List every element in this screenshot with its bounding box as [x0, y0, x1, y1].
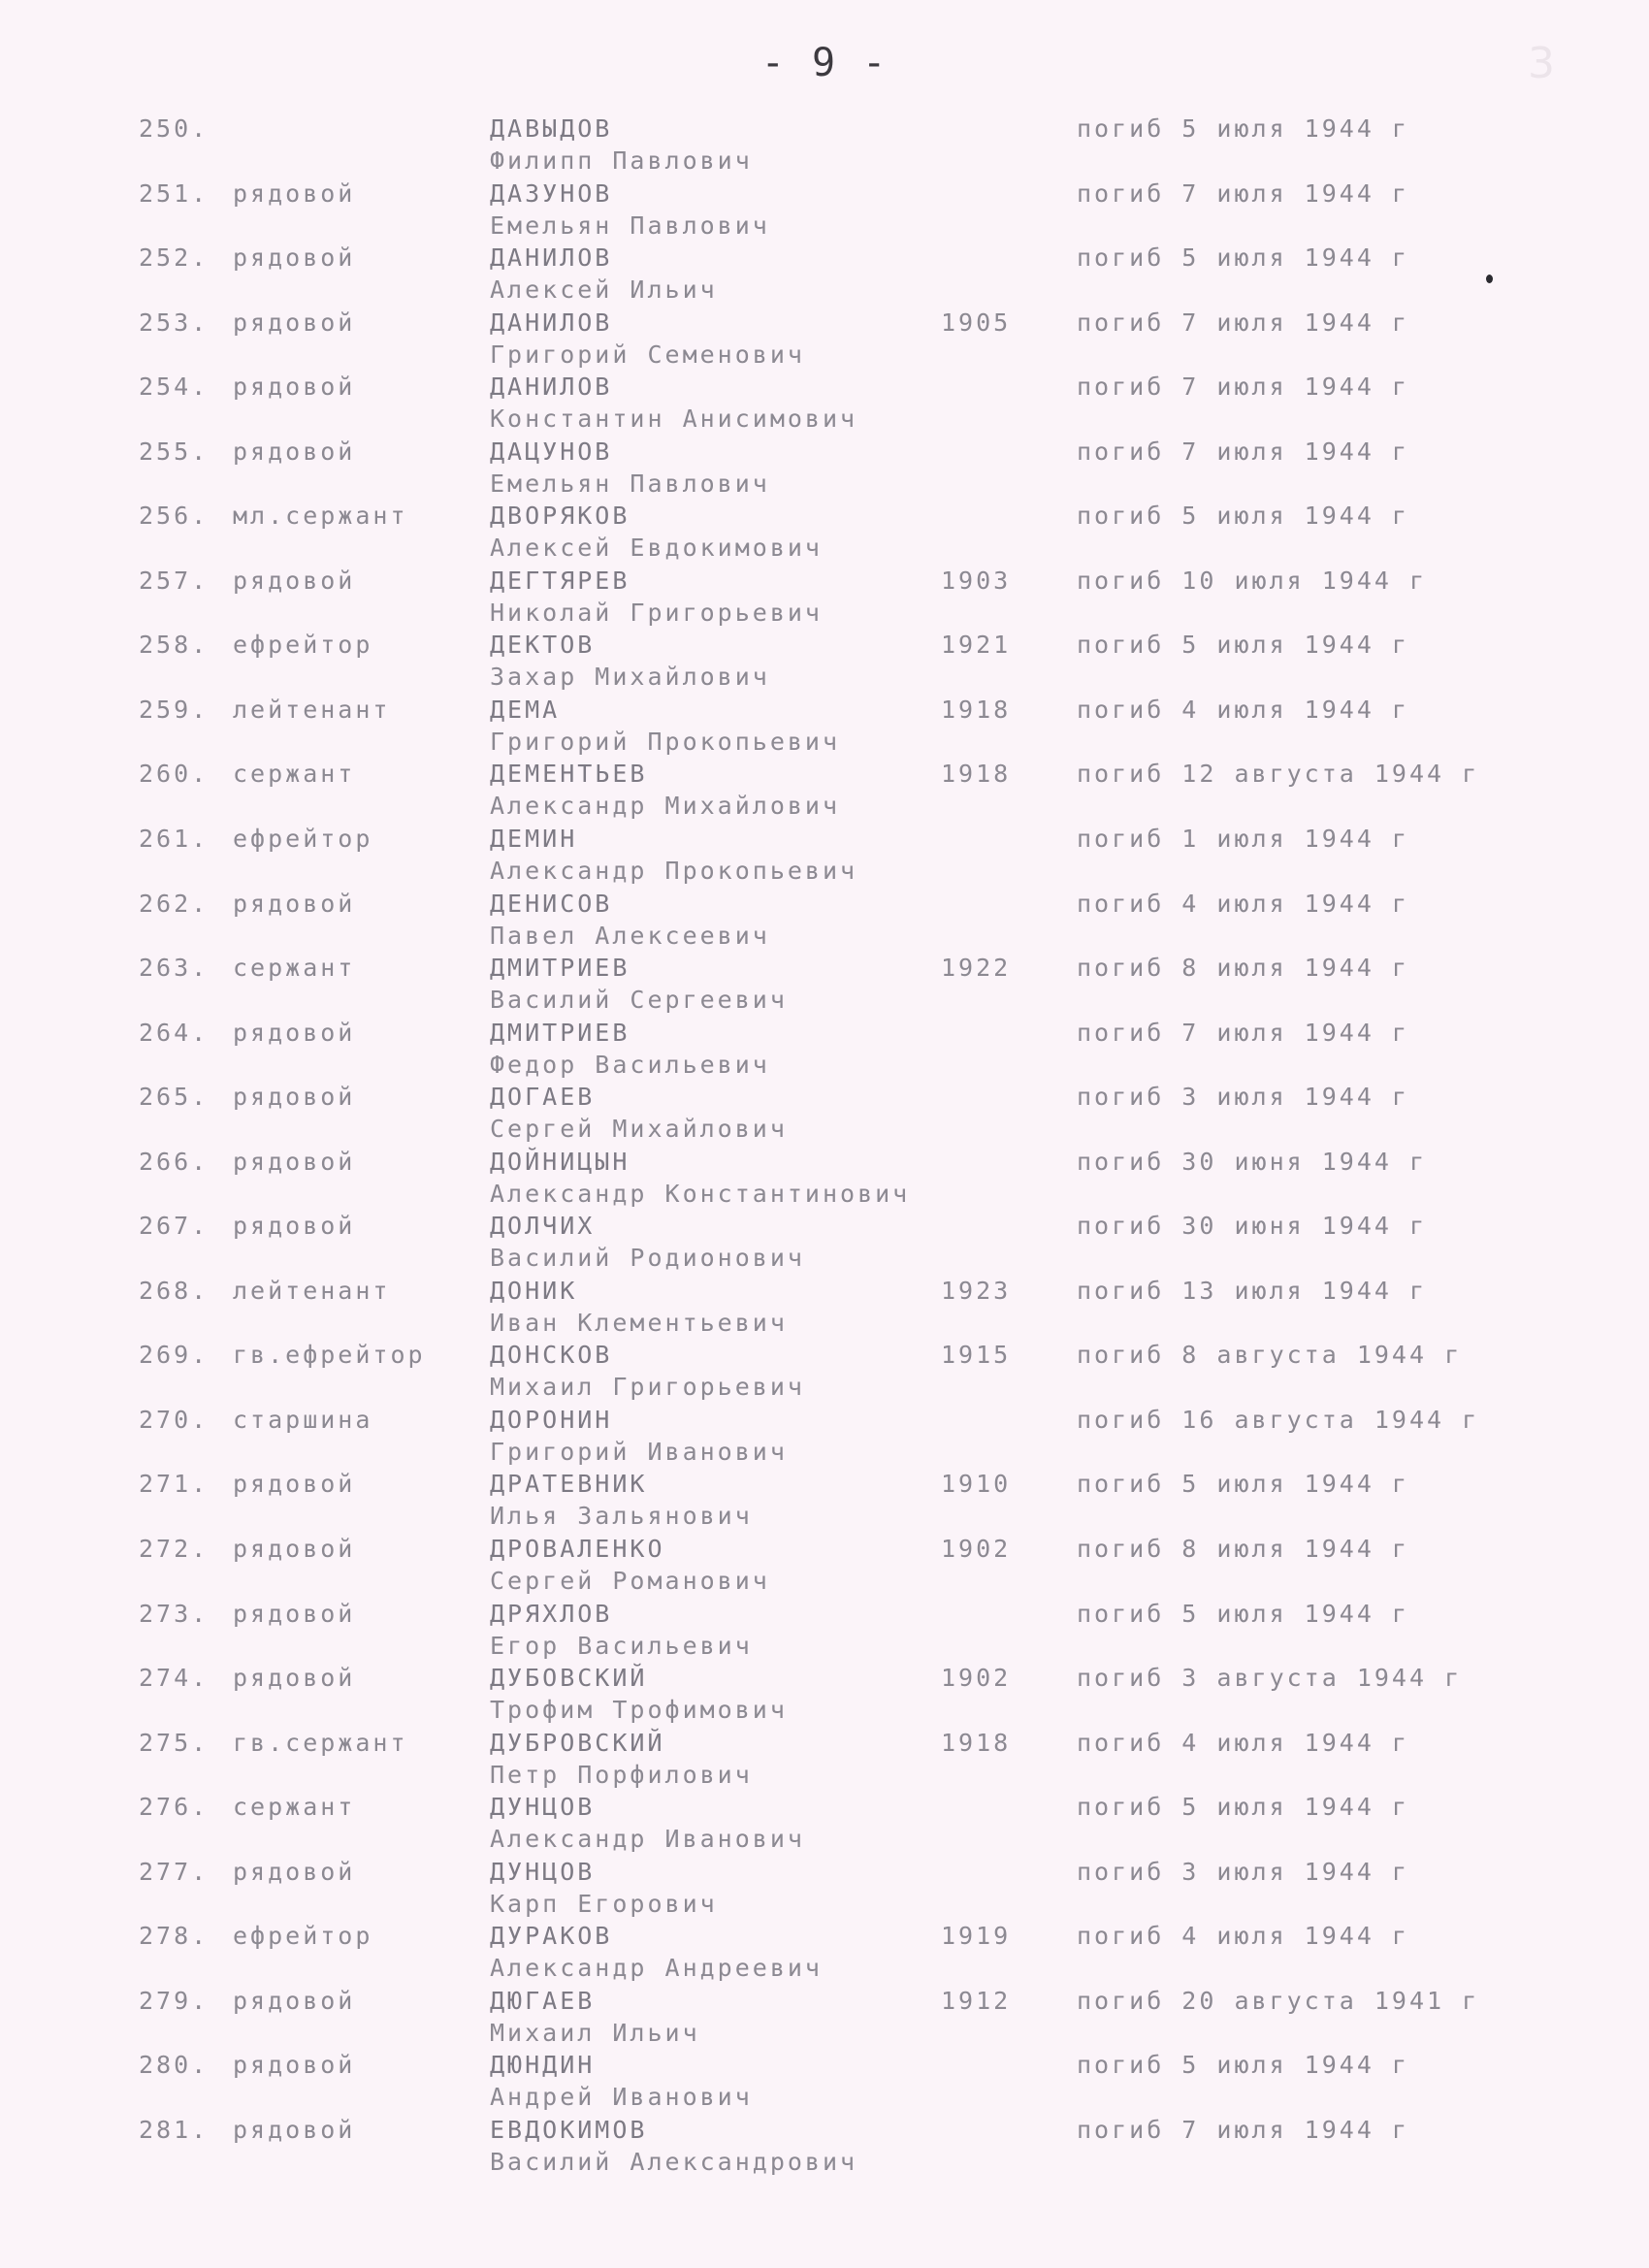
record-surname: ДУРАКОВ	[490, 1922, 613, 1951]
record-fate: погиб 7 июля 1944 г	[1077, 1018, 1409, 1047]
record-rank: рядовой	[233, 1083, 356, 1112]
record-fate: погиб 3 августа 1944 г	[1077, 1664, 1463, 1693]
record-fate: погиб 5 июля 1944 г	[1077, 2051, 1409, 2080]
record-row	[0, 825, 1649, 890]
record-row	[0, 437, 1649, 502]
record-row	[0, 1083, 1649, 1148]
record-number: 278.	[139, 1922, 210, 1951]
record-number: 270.	[139, 1405, 210, 1434]
record-row	[0, 1019, 1649, 1084]
record-birth-year: 1912	[941, 1986, 1012, 2015]
record-number: 258.	[139, 631, 210, 660]
record-birth-year: 1903	[941, 566, 1012, 595]
record-surname: ДАЗУНОВ	[490, 178, 613, 208]
record-given-names: Алексей Евдокимович	[490, 534, 823, 563]
record-given-names: Александр Константинович	[490, 1179, 911, 1208]
page-number: - 9 -	[760, 41, 889, 85]
record-number: 267.	[139, 1212, 210, 1241]
record-row	[0, 1535, 1649, 1600]
record-fate: погиб 16 августа 1944 г	[1077, 1405, 1480, 1434]
record-number: 271.	[139, 1470, 210, 1499]
record-number: 273.	[139, 1599, 210, 1628]
record-number: 265.	[139, 1083, 210, 1112]
record-row	[0, 631, 1649, 696]
record-given-names: Иван Клементьевич	[490, 1308, 788, 1337]
record-fate: погиб 5 июля 1944 г	[1077, 502, 1409, 531]
record-birth-year: 1919	[941, 1922, 1012, 1951]
record-number: 254.	[139, 373, 210, 402]
record-row	[0, 954, 1649, 1019]
record-number: 279.	[139, 1986, 210, 2015]
record-fate: погиб 5 июля 1944 г	[1077, 1470, 1409, 1499]
record-rank: гв.ефрейтор	[233, 1341, 426, 1370]
record-surname: ДРАТЕВНИК	[490, 1470, 648, 1499]
record-row	[0, 2116, 1649, 2181]
record-number: 266.	[139, 1147, 210, 1176]
record-birth-year: 1902	[941, 1535, 1012, 1564]
record-rank: ефрейтор	[233, 825, 373, 854]
record-row	[0, 179, 1649, 244]
record-rank: сержант	[233, 954, 356, 983]
record-number: 272.	[139, 1535, 210, 1564]
records-list	[0, 114, 1649, 2181]
record-fate: погиб 12 августа 1944 г	[1077, 760, 1480, 789]
record-fate: погиб 5 июля 1944 г	[1077, 1793, 1409, 1822]
record-rank: рядовой	[233, 889, 356, 918]
record-fate: погиб 8 июля 1944 г	[1077, 954, 1409, 983]
record-surname: ДЮГАЕВ	[490, 1986, 596, 2015]
record-row	[0, 1212, 1649, 1277]
record-rank: рядовой	[233, 437, 356, 466]
record-fate: погиб 7 июля 1944 г	[1077, 178, 1409, 208]
record-surname: ДАНИЛОВ	[490, 308, 613, 337]
record-number: 259.	[139, 695, 210, 724]
record-given-names: Трофим Трофимович	[490, 1696, 788, 1725]
record-number: 268.	[139, 1276, 210, 1305]
record-rank: рядовой	[233, 2051, 356, 2080]
record-surname: ДЕГТЯРЕВ	[490, 566, 630, 595]
record-surname: ДМИТРИЕВ	[490, 954, 630, 983]
record-given-names: Сергей Михайлович	[490, 1115, 788, 1144]
record-row	[0, 1922, 1649, 1987]
record-given-names: Александр Иванович	[490, 1825, 805, 1854]
record-given-names: Михаил Ильич	[490, 2018, 700, 2047]
record-row	[0, 1341, 1649, 1406]
record-birth-year: 1905	[941, 308, 1012, 337]
record-given-names: Михаил Григорьевич	[490, 1373, 805, 1402]
record-row	[0, 502, 1649, 567]
record-given-names: Егор Васильевич	[490, 1631, 753, 1660]
record-rank: старшина	[233, 1405, 373, 1434]
record-given-names: Александр Михайлович	[490, 792, 841, 821]
record-birth-year: 1922	[941, 954, 1012, 983]
record-row	[0, 890, 1649, 955]
record-birth-year: 1918	[941, 760, 1012, 789]
record-row	[0, 1793, 1649, 1858]
record-number: 260.	[139, 760, 210, 789]
record-fate: погиб 5 июля 1944 г	[1077, 243, 1409, 273]
record-row	[0, 760, 1649, 825]
record-row	[0, 567, 1649, 632]
record-surname: ДАЦУНОВ	[490, 437, 613, 466]
record-rank: мл.сержант	[233, 502, 408, 531]
record-given-names: Федор Васильевич	[490, 1050, 770, 1079]
record-number: 262.	[139, 889, 210, 918]
record-fate: погиб 7 июля 1944 г	[1077, 437, 1409, 466]
record-birth-year: 1902	[941, 1664, 1012, 1693]
record-fate: погиб 5 июля 1944 г	[1077, 114, 1409, 143]
record-row	[0, 1148, 1649, 1213]
record-number: 250.	[139, 114, 210, 143]
record-fate: погиб 8 июля 1944 г	[1077, 1535, 1409, 1564]
record-surname: ДАНИЛОВ	[490, 243, 613, 273]
record-given-names: Карп Егорович	[490, 1889, 718, 1918]
record-surname: ДВОРЯКОВ	[490, 502, 630, 531]
record-surname: ДУБОВСКИЙ	[490, 1664, 648, 1693]
record-rank: рядовой	[233, 566, 356, 595]
record-fate: погиб 4 июля 1944 г	[1077, 889, 1409, 918]
record-row	[0, 2051, 1649, 2116]
record-fate: погиб 1 июля 1944 г	[1077, 825, 1409, 854]
record-fate: погиб 7 июля 1944 г	[1077, 373, 1409, 402]
record-rank: лейтенант	[233, 1276, 391, 1305]
record-number: 275.	[139, 1728, 210, 1757]
record-fate: погиб 4 июля 1944 г	[1077, 1728, 1409, 1757]
record-row	[0, 1858, 1649, 1923]
record-number: 256.	[139, 502, 210, 531]
record-number: 263.	[139, 954, 210, 983]
record-rank: рядовой	[233, 1986, 356, 2015]
record-given-names: Илья Зальянович	[490, 1502, 753, 1531]
record-fate: погиб 10 июля 1944 г	[1077, 566, 1428, 595]
record-surname: ДОРОНИН	[490, 1405, 613, 1434]
record-given-names: Сергей Романович	[490, 1567, 770, 1596]
record-given-names: Захар Михайлович	[490, 663, 770, 692]
record-rank: сержант	[233, 760, 356, 789]
record-rank: рядовой	[233, 1857, 356, 1886]
record-surname: ДРЯХЛОВ	[490, 1599, 613, 1628]
record-number: 280.	[139, 2051, 210, 2080]
record-birth-year: 1918	[941, 695, 1012, 724]
record-given-names: Александр Андреевич	[490, 1954, 823, 1983]
record-rank: гв.сержант	[233, 1728, 408, 1757]
record-number: 274.	[139, 1664, 210, 1693]
record-number: 253.	[139, 308, 210, 337]
record-rank: рядовой	[233, 1470, 356, 1499]
record-surname: ДАВЫДОВ	[490, 114, 613, 143]
record-fate: погиб 3 июля 1944 г	[1077, 1083, 1409, 1112]
record-surname: ДАНИЛОВ	[490, 373, 613, 402]
record-surname: ДОНИК	[490, 1276, 578, 1305]
record-rank: ефрейтор	[233, 1922, 373, 1951]
record-rank: рядовой	[233, 1212, 356, 1241]
record-given-names: Алексей Ильич	[490, 275, 718, 305]
record-fate: погиб 3 июля 1944 г	[1077, 1857, 1409, 1886]
record-given-names: Николай Григорьевич	[490, 598, 823, 627]
record-rank: рядовой	[233, 2115, 356, 2144]
record-number: 252.	[139, 243, 210, 273]
record-number: 281.	[139, 2115, 210, 2144]
record-number: 276.	[139, 1793, 210, 1822]
record-given-names: Александр Прокопьевич	[490, 857, 858, 886]
record-surname: ДОНСКОВ	[490, 1341, 613, 1370]
record-rank: рядовой	[233, 1147, 356, 1176]
record-given-names: Григорий Иванович	[490, 1437, 788, 1466]
record-surname: ДЕМА	[490, 695, 561, 724]
record-number: 251.	[139, 178, 210, 208]
record-fate: погиб 5 июля 1944 г	[1077, 1599, 1409, 1628]
record-fate: погиб 13 июля 1944 г	[1077, 1276, 1428, 1305]
record-row	[0, 1406, 1649, 1471]
record-rank: рядовой	[233, 308, 356, 337]
record-fate: погиб 5 июля 1944 г	[1077, 631, 1409, 660]
record-given-names: Андрей Иванович	[490, 2083, 753, 2112]
record-surname: ДОЛЧИХ	[490, 1212, 596, 1241]
record-row	[0, 243, 1649, 308]
record-row	[0, 1277, 1649, 1342]
record-number: 277.	[139, 1857, 210, 1886]
record-given-names: Григорий Семенович	[490, 340, 805, 369]
record-surname: ДЕНИСОВ	[490, 889, 613, 918]
record-given-names: Василий Сергеевич	[490, 986, 788, 1015]
record-birth-year: 1918	[941, 1728, 1012, 1757]
record-given-names: Павел Алексеевич	[490, 921, 770, 950]
record-rank: рядовой	[233, 1599, 356, 1628]
record-row	[0, 1470, 1649, 1535]
record-row	[0, 308, 1649, 373]
record-fate: погиб 4 июля 1944 г	[1077, 1922, 1409, 1951]
record-surname: ДУБРОВСКИЙ	[490, 1728, 665, 1757]
record-surname: ДЕКТОВ	[490, 631, 596, 660]
record-fate: погиб 8 августа 1944 г	[1077, 1341, 1463, 1370]
record-given-names: Емельян Павлович	[490, 469, 770, 498]
record-surname: ДОГАЕВ	[490, 1083, 596, 1112]
record-rank: сержант	[233, 1793, 356, 1822]
record-rank: рядовой	[233, 178, 356, 208]
record-rank: лейтенант	[233, 695, 391, 724]
record-rank: рядовой	[233, 373, 356, 402]
record-fate: погиб 7 июля 1944 г	[1077, 308, 1409, 337]
record-surname: ДРОВАЛЕНКО	[490, 1535, 665, 1564]
record-given-names: Филипп Павлович	[490, 146, 753, 175]
record-surname: ДУНЦОВ	[490, 1857, 596, 1886]
record-number: 257.	[139, 566, 210, 595]
record-birth-year: 1921	[941, 631, 1012, 660]
record-fate: погиб 30 июня 1944 г	[1077, 1212, 1428, 1241]
record-number: 255.	[139, 437, 210, 466]
record-row	[0, 696, 1649, 761]
record-fate: погиб 20 августа 1941 г	[1077, 1986, 1480, 2015]
record-birth-year: 1910	[941, 1470, 1012, 1499]
record-given-names: Константин Анисимович	[490, 405, 858, 434]
record-given-names: Василий Александрович	[490, 2147, 858, 2176]
corner-mark: 3	[1528, 39, 1555, 88]
record-fate: погиб 30 июня 1944 г	[1077, 1147, 1428, 1176]
record-birth-year: 1923	[941, 1276, 1012, 1305]
record-rank: рядовой	[233, 1018, 356, 1047]
record-surname: ДЕМЕНТЬЕВ	[490, 760, 648, 789]
record-rank: рядовой	[233, 1664, 356, 1693]
record-number: 269.	[139, 1341, 210, 1370]
record-rank: рядовой	[233, 243, 356, 273]
record-fate: погиб 7 июля 1944 г	[1077, 2115, 1409, 2144]
record-surname: ДОЙНИЦЫН	[490, 1147, 630, 1176]
record-given-names: Василий Родионович	[490, 1244, 805, 1273]
record-number: 264.	[139, 1018, 210, 1047]
record-surname: ДЮНДИН	[490, 2051, 596, 2080]
record-surname: ЕВДОКИМОВ	[490, 2115, 648, 2144]
record-given-names: Петр Порфилович	[490, 1760, 753, 1789]
record-surname: ДУНЦОВ	[490, 1793, 596, 1822]
record-given-names: Емельян Павлович	[490, 211, 770, 240]
record-row	[0, 1987, 1649, 2052]
record-row	[0, 1664, 1649, 1729]
record-given-names: Григорий Прокопьевич	[490, 727, 841, 756]
record-rank: рядовой	[233, 1535, 356, 1564]
record-surname: ДМИТРИЕВ	[490, 1018, 630, 1047]
record-row	[0, 1600, 1649, 1665]
record-surname: ДЕМИН	[490, 825, 578, 854]
record-birth-year: 1915	[941, 1341, 1012, 1370]
record-row	[0, 1729, 1649, 1794]
record-rank: ефрейтор	[233, 631, 373, 660]
record-row	[0, 114, 1649, 179]
record-fate: погиб 4 июля 1944 г	[1077, 695, 1409, 724]
record-number: 261.	[139, 825, 210, 854]
record-row	[0, 373, 1649, 437]
